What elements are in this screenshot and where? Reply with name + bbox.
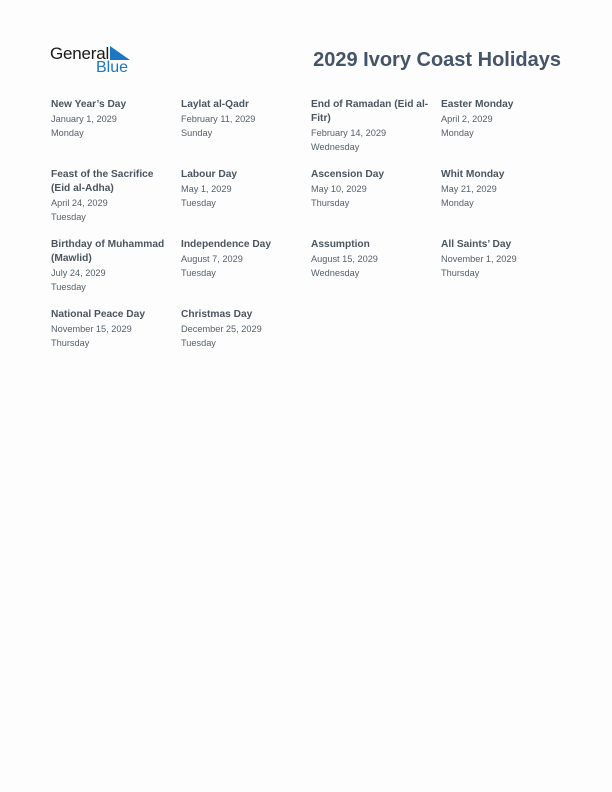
holiday-weekday: Wednesday	[311, 142, 360, 152]
holiday-name: End of Ramadan (Eid al-Fitr)	[311, 99, 429, 124]
holiday-item	[311, 168, 433, 210]
holiday-date: December 25, 2029	[181, 324, 262, 334]
holiday-weekday: Sunday	[181, 128, 213, 138]
holiday-name: Christmas Day	[181, 309, 253, 320]
holiday-weekday: Tuesday	[51, 212, 86, 222]
holiday-date: January 1, 2029	[51, 114, 117, 124]
holiday-name: National Peace Day	[51, 309, 145, 320]
holiday-item	[51, 238, 173, 294]
logo-word-blue: Blue	[96, 59, 129, 76]
holiday-item	[441, 168, 563, 210]
logo-triangle-icon	[110, 46, 130, 60]
holiday-date: April 24, 2029	[51, 198, 108, 208]
holiday-name: New Year’s Day	[51, 99, 127, 110]
holiday-item	[51, 168, 173, 224]
holiday-name: Ascension Day	[311, 169, 385, 180]
holiday-name: All Saints’ Day	[441, 239, 512, 250]
holiday-weekday: Tuesday	[181, 268, 216, 278]
holiday-date: August 15, 2029	[311, 254, 378, 264]
holiday-weekday: Thursday	[51, 338, 90, 348]
holiday-date: November 1, 2029	[441, 254, 517, 264]
holiday-date: February 14, 2029	[311, 128, 387, 138]
holiday-name: Independence Day	[181, 239, 272, 250]
holiday-weekday: Wednesday	[311, 268, 360, 278]
holiday-name: Whit Monday	[441, 169, 505, 180]
holiday-item	[181, 168, 303, 210]
holiday-name: Feast of the Sacrifice (Eid al-Adha)	[51, 169, 154, 194]
holiday-date: July 24, 2029	[51, 268, 106, 278]
holiday-weekday: Thursday	[441, 268, 480, 278]
holiday-weekday: Thursday	[311, 198, 350, 208]
holiday-name: Labour Day	[181, 169, 238, 180]
holiday-weekday: Monday	[51, 128, 84, 138]
logo-word-general: General	[50, 44, 110, 63]
holiday-weekday: Monday	[441, 198, 474, 208]
holiday-item	[181, 308, 303, 350]
holiday-name: Easter Monday	[441, 99, 514, 110]
holiday-date: May 1, 2029	[181, 184, 232, 194]
holiday-weekday: Tuesday	[181, 198, 216, 208]
holiday-item	[311, 98, 433, 154]
holiday-date: August 7, 2029	[181, 254, 243, 264]
holiday-name: Laylat al-Qadr	[181, 99, 249, 110]
holiday-item	[181, 98, 303, 140]
page-title: 2029 Ivory Coast Holidays	[313, 49, 561, 71]
holiday-item	[51, 308, 173, 350]
holiday-date: November 15, 2029	[51, 324, 132, 334]
holiday-item	[181, 238, 303, 280]
holiday-item	[441, 238, 563, 280]
holiday-date: February 11, 2029	[181, 114, 256, 124]
holiday-weekday: Tuesday	[181, 338, 216, 348]
holiday-name: Birthday of Muhammad (Mawlid)	[51, 239, 165, 264]
holiday-date: May 10, 2029	[311, 184, 367, 194]
holiday-item	[51, 98, 173, 140]
generalblue-logo	[50, 44, 140, 78]
holiday-item	[441, 98, 563, 140]
holiday-date: May 21, 2029	[441, 184, 497, 194]
holiday-item	[311, 238, 433, 280]
holiday-name: Assumption	[311, 239, 370, 250]
holiday-date: April 2, 2029	[441, 114, 493, 124]
holiday-weekday: Monday	[441, 128, 474, 138]
holiday-weekday: Tuesday	[51, 282, 86, 292]
